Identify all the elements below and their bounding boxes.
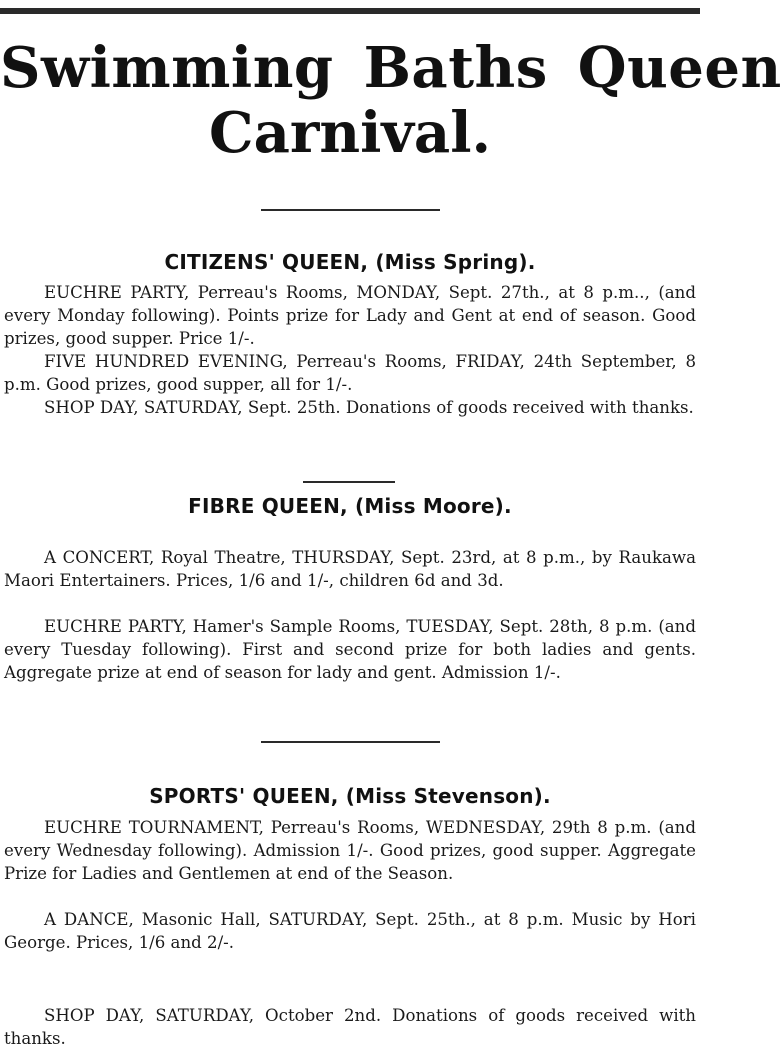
top-rule	[0, 8, 700, 14]
sports-euchre-tournament-paragraph: EUCHRE TOURNAMENT, Perreau's Rooms, WEDNESDAY, 29th 8 p.m. (and every Wednesday following). Admission 1/-. Good prizes, good supper. Aggregate Prize for Ladies and Gentlemen at end of the Season.	[4, 818, 696, 883]
divider-1	[261, 209, 440, 211]
sports-shop-day-paragraph: SHOP DAY, SATURDAY, October 2nd. Donations of goods received with thanks.	[4, 1006, 696, 1048]
section-heading-citizens-queen: CITIZENS' QUEEN, (Miss Spring).	[164, 250, 536, 274]
sports-dance-paragraph: A DANCE, Masonic Hall, SATURDAY, Sept. 25th., at 8 p.m. Music by Hori George. Prices, 1/6 and 2/-.	[4, 910, 696, 952]
headline-line-1: Swimming Baths Queen	[0, 35, 782, 101]
section-heading-sports-queen: SPORTS' QUEEN, (Miss Stevenson).	[149, 784, 551, 808]
fibre-concert-paragraph: A CONCERT, Royal Theatre, THURSDAY, Sept. 23rd, at 8 p.m., by Raukawa Maori Entertainers. Prices, 1/6 and 1/-, children 6d and 3d.	[4, 548, 696, 590]
section-heading-fibre-queen: FIBRE QUEEN, (Miss Moore).	[188, 494, 512, 518]
citizens-shop-day-paragraph: SHOP DAY, SATURDAY, Sept. 25th. Donations of goods received with thanks.	[44, 398, 694, 417]
headline-line-2: Carnival.	[209, 100, 491, 166]
divider-3	[261, 741, 440, 743]
divider-2	[303, 481, 395, 483]
fibre-euchre-party-paragraph: EUCHRE PARTY, Hamer's Sample Rooms, TUESDAY, Sept. 28th, 8 p.m. (and every Tuesday following). First and second prize for both ladies and gents. Aggregate prize at end of season for lady and gent. Admission 1/-.	[4, 617, 696, 682]
citizens-five-hundred-paragraph: FIVE HUNDRED EVENING, Perreau's Rooms, FRIDAY, 24th September, 8 p.m. Good prizes, good supper, all for 1/-.	[4, 352, 696, 394]
citizens-euchre-party-paragraph: EUCHRE PARTY, Perreau's Rooms, MONDAY, Sept. 27th., at 8 p.m.., (and every Monday following). Points prize for Lady and Gent at end of season. Good prizes, good supper. Price 1/-.	[4, 283, 696, 348]
